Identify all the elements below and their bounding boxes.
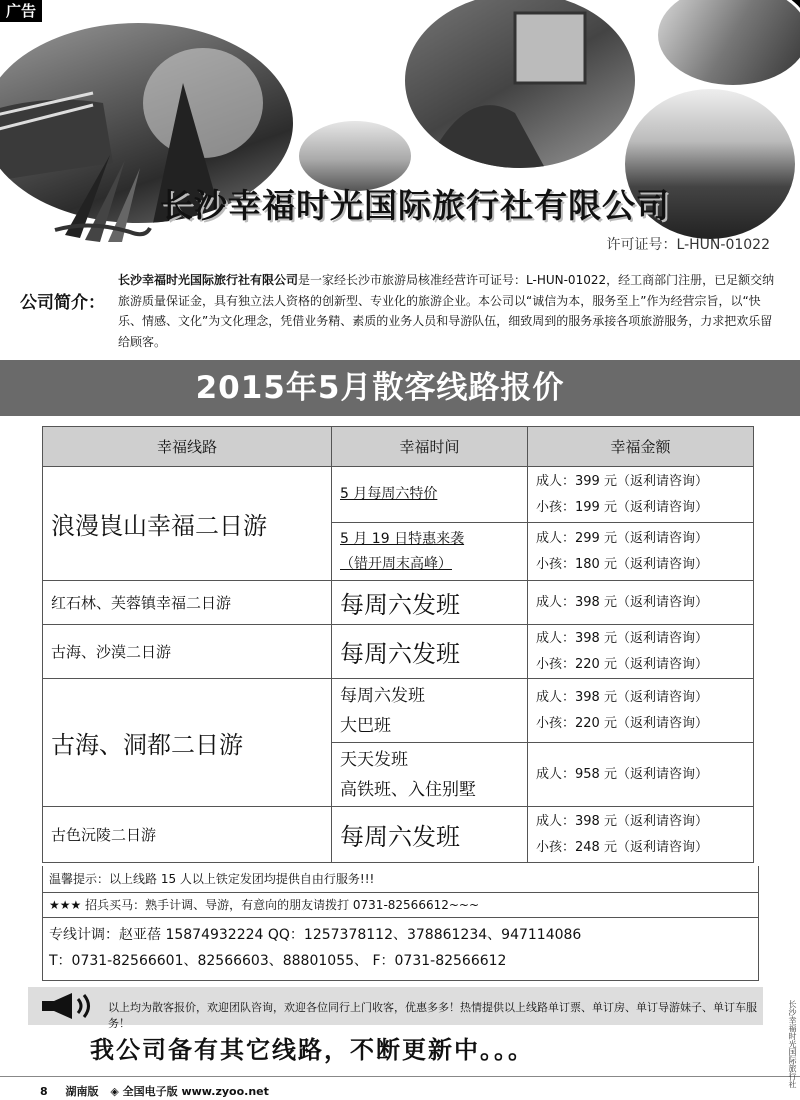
header-price: 幸福金额 [528, 427, 754, 467]
price-adult: 成人：399 元（返利请咨询） [536, 473, 708, 489]
edition-label: 湖南版 [65, 1085, 99, 1098]
route-guhai-dongdu: 古海、洞都二日游 [43, 679, 332, 807]
recruit-box [42, 893, 759, 918]
notice-text: 以上均为散客报价，欢迎团队咨询，欢迎各位同行上门收客，优惠多多！热情提供以上线路单订票、单订房、单订导游妹子、单订车服务！ [108, 1001, 757, 1030]
notice-strip [28, 987, 763, 1030]
time-text: 每周六发班 [340, 685, 425, 706]
intro-company-name: 长沙幸福时光国际旅行社有限公司 [118, 273, 299, 287]
time-cell: 每周六发班 [332, 807, 528, 863]
license-number: 许可证号：L-HUN-01022 [606, 237, 770, 253]
price-cell [528, 679, 754, 743]
price-banner [0, 360, 800, 416]
time-note: 大巴班 [340, 715, 391, 736]
route-langshan: 浪漫崀山幸福二日游 [43, 467, 332, 581]
price-adult: 成人：398 元（返利请咨询） [536, 594, 708, 610]
table-row [43, 467, 754, 523]
contact-box [42, 918, 759, 981]
banner-title: 2015年5月散客线路报价 [195, 370, 565, 406]
ad-tag-left: 广告 [0, 0, 42, 22]
price-adult: 成人：299 元（返利请咨询） [536, 530, 708, 546]
time-cell [332, 467, 528, 523]
contact-line-2: T：0731-82566601、82566603、88801055、 F：0731-82566612 [49, 953, 507, 969]
price-adult: 成人：398 元（返利请咨询） [536, 630, 708, 646]
stone-photo [402, 0, 638, 171]
company-logo-icon [50, 150, 160, 246]
slogan: 我公司备有其它线路，不断更新中。。。 [90, 1035, 534, 1064]
contact-line-1: 专线计调：赵亚蓓 15874932224 QQ：1257378112、378861234、947114086 [49, 927, 582, 943]
diamond-logo-icon: ◈ [110, 1085, 119, 1098]
price-adult: 成人：958 元（返利请咨询） [536, 766, 708, 782]
side-caption: 长沙幸福时光国际旅行社 [788, 1000, 797, 1088]
header-time: 幸福时间 [332, 427, 528, 467]
price-cell [528, 523, 754, 581]
price-adult: 成人：398 元（返利请咨询） [536, 689, 708, 705]
page-number: 8 [40, 1085, 48, 1098]
intro-label: 公司简介： [20, 293, 105, 313]
route-yuanling: 古色沅陵二日游 [43, 807, 332, 863]
table-row [43, 581, 754, 625]
price-adult: 成人：398 元（返利请咨询） [536, 813, 708, 829]
megaphone-icon [38, 991, 98, 1021]
site-label: 全国电子版 www.zyoo.net [122, 1085, 269, 1098]
table-row [43, 679, 754, 743]
price-child: 小孩：199 元（返利请咨询） [536, 499, 708, 515]
price-cell [528, 581, 754, 625]
time-note: （错开周末高峰） [340, 555, 452, 572]
price-cell [528, 743, 754, 807]
time-text: 5 月每周六特价 [340, 486, 438, 502]
stone-tablet-illustration [405, 0, 635, 168]
time-text: 5 月 19 日特惠来袭 [340, 530, 465, 547]
header-route: 幸福线路 [43, 427, 332, 467]
cliff-photo [655, 0, 800, 88]
time-text: 天天发班 [340, 749, 408, 770]
price-cell [528, 625, 754, 679]
table-header-row [43, 427, 754, 467]
intro-text [118, 270, 778, 352]
table-row [43, 807, 754, 863]
time-cell [332, 523, 528, 581]
footer-divider [0, 1076, 800, 1077]
route-hongshilin: 红石林、芙蓉镇幸福二日游 [43, 581, 332, 625]
routes-table [42, 426, 754, 863]
price-child: 小孩：220 元（返利请咨询） [536, 715, 708, 731]
time-note: 高铁班、入住别墅 [340, 779, 476, 800]
time-cell: 每周六发班 [332, 625, 528, 679]
price-cell [528, 467, 754, 523]
tip-box [42, 866, 759, 893]
time-cell: 每周六发班 [332, 581, 528, 625]
recruit-text: ★★★ 招兵买马：熟手计调、导游，有意向的朋友请拨打 0731-82566612~~~ [49, 898, 480, 912]
intro-body: 是一家经长沙市旅游局核准经营许可证号：L-HUN-01022，经工商部门注册，已足额交纳旅游质量保证金，具有独立法人资格的创新型、专业化的旅游企业。本公司以“诚信为本，服务至上”作为经营宗旨，以“快乐、情感、文化”为文化理念，凭借业务精、素质的业务人员和导游队伍，细致周到的服务承接各项旅游服务，力求把欢乐留给顾客。 [118, 273, 775, 349]
price-child: 小孩：180 元（返利请咨询） [536, 556, 708, 572]
table-row [43, 625, 754, 679]
company-name: 长沙幸福时光国际旅行社有限公司 [160, 186, 670, 225]
tip-text: 温馨提示：以上线路 15 人以上铁定发团均提供自由行服务!!! [49, 872, 375, 886]
page-footer [40, 1083, 269, 1099]
time-cell [332, 743, 528, 807]
route-guhai-shamo: 古海、沙漠二日游 [43, 625, 332, 679]
price-cell [528, 807, 754, 863]
time-cell [332, 679, 528, 743]
price-child: 小孩：220 元（返利请咨询） [536, 656, 708, 672]
price-child: 小孩：248 元（返利请咨询） [536, 839, 708, 855]
